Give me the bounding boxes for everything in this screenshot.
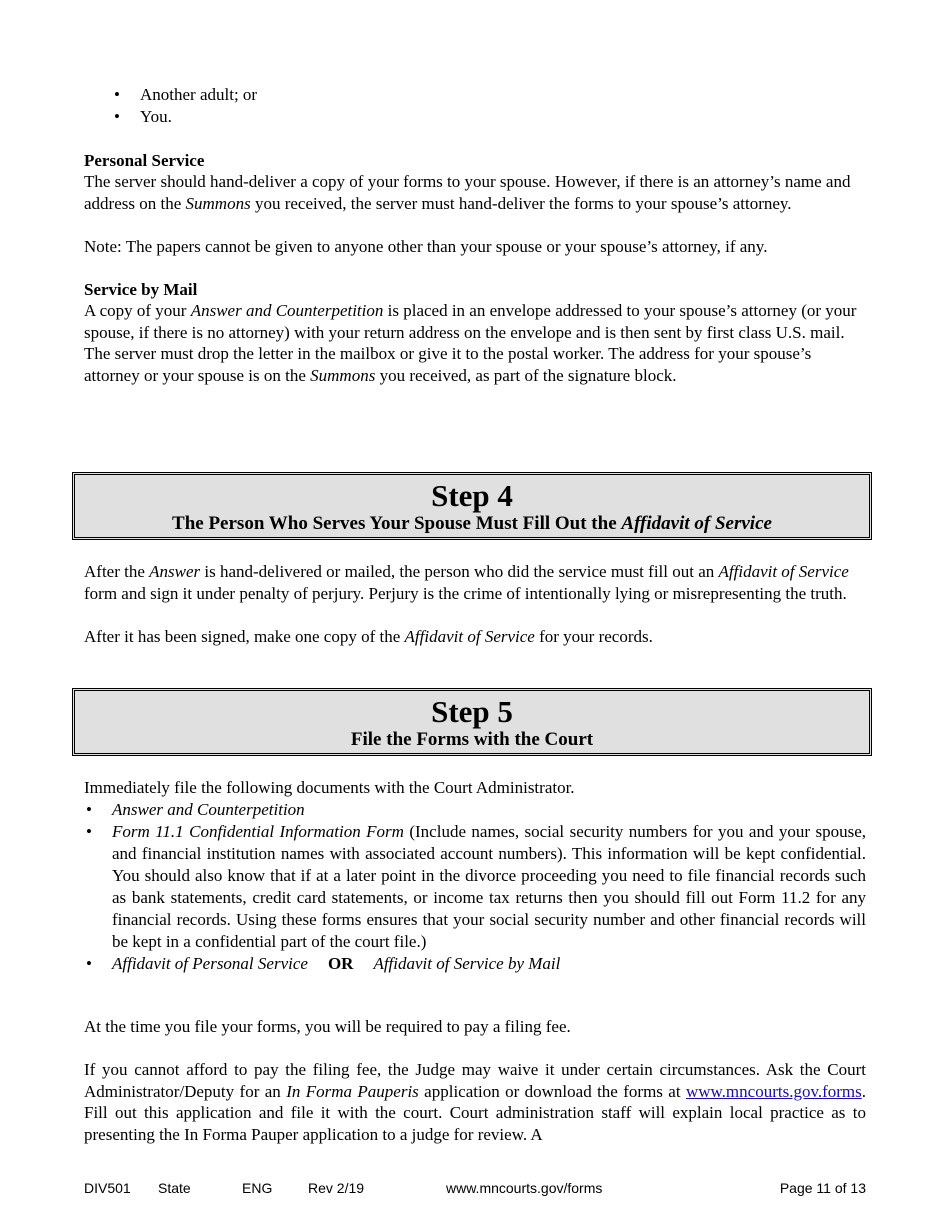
list-item: • Answer and Counterpetition bbox=[84, 799, 866, 821]
list-item: • Affidavit of Personal Service OR Affidavit of Service by Mail bbox=[84, 953, 866, 975]
note-paragraph: Note: The papers cannot be given to anyone other than your spouse or your spouse’s attorney, if any. bbox=[84, 236, 768, 256]
step-4-paragraph: After the Answer is hand-delivered or mailed, the person who did the service must fill out an Affidavit of Service form and sign it under penalty of perjury. Perjury is the crime of intentionally lying or misrepresenting the truth. bbox=[84, 562, 849, 603]
step-5-intro: Immediately file the following documents with the Court Administrator. bbox=[84, 778, 575, 797]
fee-section bbox=[84, 1016, 866, 1145]
mncourts-forms-link[interactable]: www.mncourts.gov.forms bbox=[685, 1081, 862, 1101]
footer-revision: Rev 2/19 bbox=[308, 1180, 365, 1196]
step-5-body bbox=[84, 777, 866, 975]
footer-url: www.mncourts.gov/forms bbox=[446, 1180, 603, 1196]
step-5-header bbox=[72, 688, 872, 756]
step-4-subtitle: The Person Who Serves Your Spouse Must Fill Out the Affidavit of Service bbox=[172, 513, 772, 534]
service-by-mail-paragraph: A copy of your Answer and Counterpetition is placed in an envelope addressed to your spouse’s attorney (or your spouse, if there is no attorney) with your return address on the envelope and is then sent by first class U.S. mail. The server must drop the letter in the mailbox or give it to the postal worker. The address for your spouse’s attorney or your spouse is on the Summons you received, as part of the signature block. bbox=[84, 301, 857, 385]
footer-page-number: Page 11 of 13 bbox=[779, 1180, 866, 1196]
footer-language: ENG bbox=[242, 1180, 273, 1196]
list-item: • Another adult; or bbox=[84, 84, 866, 106]
step-5-subtitle: File the Forms with the Court bbox=[350, 729, 594, 750]
footer-form-id: DIV501 bbox=[84, 1180, 131, 1196]
bullet-list bbox=[84, 84, 866, 128]
step-4-copy-paragraph: After it has been signed, make one copy of the Affidavit of Service for your records. bbox=[84, 626, 653, 646]
step-4-body bbox=[84, 561, 866, 647]
file-documents-list bbox=[84, 799, 866, 975]
list-item: • Form 11.1 Confidential Information Form (Include names, social security numbers for you and your spouse, and financial institution names with associated account numbers). This information will be kept confidential. You should also know that if at a later point in the divorce proceeding you need to file financial records such as bank statements, credit card statements, or income tax returns then you should fill out Form 11.2 for any financial records. Using these forms ensures that your social security number and other financial records will be kept in a confidential part of the court file.) bbox=[84, 821, 866, 953]
section-heading-service-by-mail: Service by Mail bbox=[84, 279, 198, 299]
footer-state: State bbox=[158, 1180, 191, 1196]
step-4-header bbox=[72, 472, 872, 540]
section-heading-personal-service: Personal Service bbox=[84, 150, 205, 170]
fee-waiver-paragraph: If you cannot afford to pay the filing fee, the Judge may waive it under certain circumstances. Ask the Court Administrator/Deputy for an In Forma Pauperis application or download the forms at www.mncourts.gov.forms. Fill out this application and file it with the court. Court administration staff will explain local practice as to presenting the In Forma Pauper application to a judge for review. A bbox=[84, 1060, 867, 1144]
step-4-title: Step 4 bbox=[431, 478, 513, 513]
step-5-title: Step 5 bbox=[431, 694, 513, 729]
list-item: • You. bbox=[84, 106, 866, 128]
personal-service-paragraph: The server should hand-deliver a copy of your forms to your spouse. However, if there is an attorney’s name and address on the Summons you received, the server must hand-deliver the forms to your spouse’s attorney. bbox=[84, 172, 851, 213]
page-footer bbox=[84, 1180, 866, 1200]
filing-fee-paragraph: At the time you file your forms, you will be required to pay a filing fee. bbox=[84, 1017, 571, 1036]
page-body bbox=[84, 84, 866, 386]
